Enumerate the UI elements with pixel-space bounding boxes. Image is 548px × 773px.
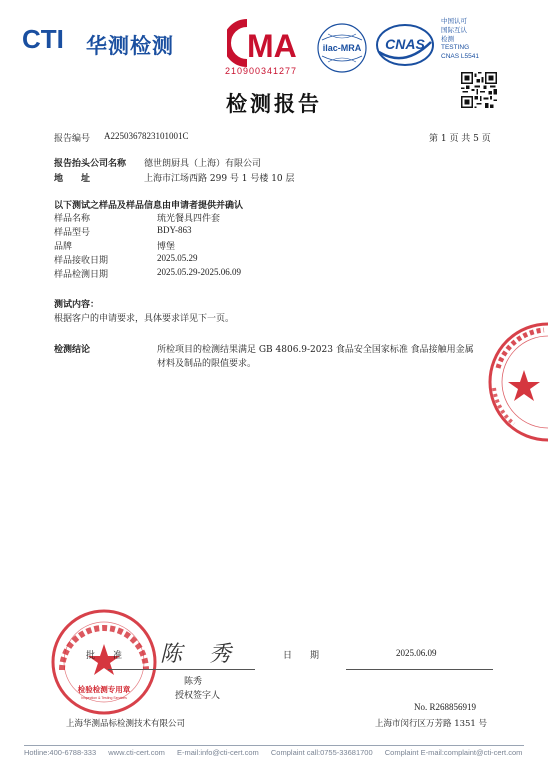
date-label: 日 期 — [283, 651, 320, 661]
sample-row-value: 博堡 — [157, 242, 176, 252]
cnas-logo — [374, 22, 436, 68]
footer-complaint-email[interactable]: Complaint E-mail:complaint@cti-cert.com — [384, 748, 523, 757]
approve-label: 批 准 — [86, 651, 123, 661]
cnas-info-line: 中国认可 — [441, 18, 467, 25]
conclusion-line-1: 所检项目的检测结果满足 GB 4806.9-2023 食品安全国家标准 食品接触用金属 — [157, 345, 474, 355]
handwritten-signature: 陈 秀 — [160, 642, 241, 667]
sample-row-label: 样品名称 — [54, 214, 91, 224]
edge-seal-stamp — [484, 318, 548, 446]
date-line — [346, 669, 493, 670]
sample-row-label: 样品型号 — [54, 228, 91, 238]
official-seal-stamp — [50, 608, 158, 716]
seal-tiny-text: Inspection & Testing Services — [81, 696, 127, 700]
issuing-company: 上海华测品标检测技术有限公司 — [66, 719, 186, 729]
conclusion-label: 检测结论 — [54, 345, 91, 355]
conclusion-line-2: 材料及制品的限值要求。 — [157, 359, 257, 369]
footer-email[interactable]: E-mail:info@cti-cert.com — [177, 748, 259, 757]
date-value: 2025.06.09 — [396, 648, 437, 658]
cti-logo-text: CTI — [22, 24, 64, 54]
page-indicator: 第 1 页 共 5 页 — [429, 134, 491, 144]
cnas-accreditation-info — [441, 18, 479, 62]
sample-row-label: 品牌 — [54, 242, 73, 252]
company-address-value: 上海市江场西路 299 号 1 号楼 10 层 — [144, 174, 295, 184]
test-content-text: 根据客户的申请要求，具体要求详见下一页。 — [54, 314, 235, 324]
issuing-company-address: 上海市闵行区万芳路 1351 号 — [375, 719, 488, 729]
signer-name: 陈秀 — [184, 677, 203, 687]
report-number-value: A2250367823101001C — [104, 131, 189, 141]
seal-bottom-text: 检验检测专用章 — [77, 685, 131, 694]
company-name-label: 报告抬头公司名称 — [54, 159, 127, 169]
cma-code: 210900341277 — [225, 66, 298, 76]
footer-complaint-call: Complaint call:0755-33681700 — [270, 748, 373, 757]
sample-row-label: 样品检测日期 — [54, 270, 109, 280]
footer-hotline: Hotline:400-6788-333 — [24, 748, 97, 757]
ilac-mra-text: ilac-MRA — [322, 43, 362, 53]
report-number-label: 报告编号 — [54, 134, 91, 144]
sample-row-label: 样品接收日期 — [54, 256, 109, 266]
cnas-info-line: CNAS L5541 — [441, 53, 479, 61]
footer-contact — [24, 748, 524, 757]
footer-divider — [24, 745, 524, 746]
cnas-info-line: TESTING — [441, 44, 470, 52]
sample-row-value: 2025.05.29 — [157, 253, 198, 263]
cti-logo-chinese: 华测检测 — [86, 35, 174, 58]
document-title: 检测报告 — [226, 92, 322, 116]
sample-info-intro: 以下测试之样品及样品信息由申请者提供并确认 — [54, 201, 244, 211]
company-address-label: 地 址 — [54, 174, 91, 184]
company-name-value: 德世朗厨具（上海）有限公司 — [144, 159, 262, 169]
sample-row-value: 2025.05.29-2025.06.09 — [157, 267, 241, 277]
cti-logo — [22, 24, 202, 64]
cnas-info-line: 检测 — [441, 35, 454, 43]
signature-line — [108, 669, 255, 670]
test-content-label: 测试内容： — [54, 300, 100, 310]
footer-website[interactable]: www.cti-cert.com — [108, 748, 165, 757]
cma-mark-text: MA — [247, 28, 297, 64]
cnas-info-line: 国际互认 — [441, 26, 467, 34]
ilac-mra-logo — [316, 22, 368, 74]
report-serial-number: No. R268856919 — [414, 702, 477, 712]
sample-row-value: 琉光餐具四件套 — [157, 214, 221, 224]
cnas-text: CNAS — [385, 36, 425, 52]
signer-title: 授权签字人 — [175, 691, 221, 701]
sample-row-value: BDY-863 — [157, 225, 192, 235]
